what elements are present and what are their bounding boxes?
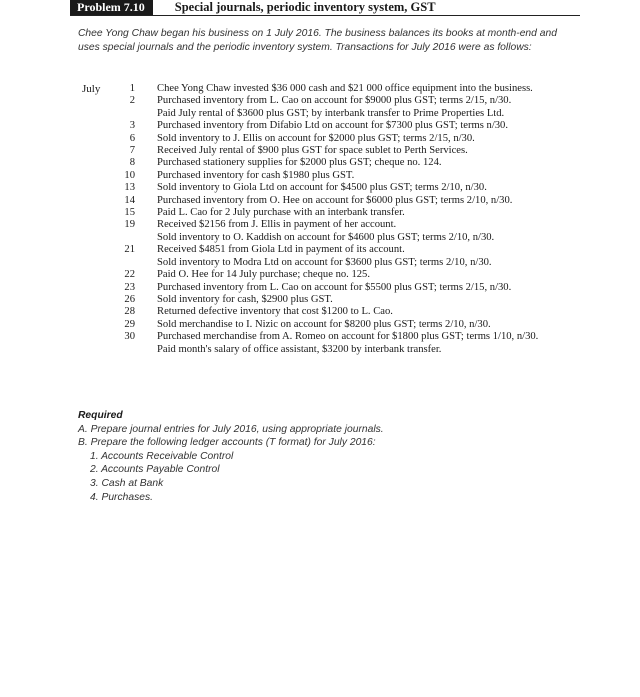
- transaction-day: 10: [124, 169, 135, 181]
- transaction-day: 23: [124, 281, 135, 293]
- transaction-text: Chee Yong Chaw invested $36 000 cash and $21 000 office equipment into the business.: [157, 83, 533, 94]
- transaction-row: [110, 145, 588, 157]
- transaction-list: [110, 83, 588, 356]
- transaction-day: 21: [124, 244, 135, 256]
- transaction-row: [110, 95, 588, 107]
- transaction-day: 1: [129, 83, 135, 94]
- transaction-row: [110, 331, 588, 343]
- transaction-row: [110, 294, 588, 306]
- transaction-text: Sold inventory to J. Ellis on account for $2000 plus GST; terms 2/15, n/30.: [157, 132, 475, 144]
- transaction-row: [110, 170, 588, 182]
- transaction-day: 2: [129, 95, 135, 107]
- transaction-day: 15: [124, 207, 135, 219]
- transaction-text: Sold inventory to O. Kaddish on account for $4600 plus GST; terms 2/10, n/30.: [157, 231, 495, 243]
- required-part-b: B. Prepare the following ledger accounts (T format) for July 2016:: [78, 437, 376, 449]
- ledger-account-item: 2. Accounts Payable Control: [90, 464, 220, 476]
- transaction-text: Sold inventory to Modra Ltd on account for $3600 plus GST; terms 2/10, n/30.: [157, 256, 492, 268]
- transaction-day: 30: [124, 331, 135, 343]
- transaction-row: [110, 244, 588, 256]
- transaction-row: [110, 269, 588, 281]
- transaction-row: [110, 319, 588, 331]
- transaction-row: [110, 182, 588, 194]
- transaction-day: 22: [124, 269, 135, 281]
- transaction-row: [110, 108, 588, 120]
- transaction-text: Paid July rental of $3600 plus GST; by interbank transfer to Prime Properties Ltd.: [157, 107, 505, 119]
- ledger-account-item: 4. Purchases.: [90, 491, 153, 503]
- transaction-day: 19: [124, 219, 135, 231]
- transaction-text: Purchased inventory from L. Cao on account for $9000 plus GST; terms 2/15, n/30.: [157, 95, 512, 107]
- ledger-account-item: 3. Cash at Bank: [90, 477, 164, 489]
- transaction-text: Received $4851 from Giola Ltd in payment of its account.: [157, 244, 405, 256]
- transaction-day: 3: [129, 120, 135, 132]
- transaction-text: Sold merchandise to I. Nizic on account for $8200 plus GST; terms 2/10, n/30.: [157, 318, 491, 330]
- transaction-text: Received July rental of $900 plus GST for space sublet to Perth Services.: [157, 145, 468, 157]
- problem-title: Special journals, periodic inventory system, GST: [174, 0, 436, 14]
- required-heading: Required: [78, 410, 123, 421]
- transaction-text: Paid L. Cao for 2 July purchase with an interbank transfer.: [157, 207, 405, 219]
- required-section: [78, 409, 558, 504]
- transaction-text: Purchased inventory from Difabio Ltd on account for $7300 plus GST; terms n/30.: [157, 120, 509, 132]
- transaction-text: Purchased stationery supplies for $2000 plus GST; cheque no. 124.: [157, 157, 442, 169]
- transaction-text: Returned defective inventory that cost $1200 to L. Cao.: [157, 306, 393, 318]
- transaction-day: 13: [124, 182, 135, 194]
- transaction-text: Sold inventory for cash, $2900 plus GST.: [157, 293, 333, 305]
- transaction-day: 14: [124, 194, 135, 206]
- intro-paragraph: Chee Yong Chaw began his business on 1 July 2016. The business balances its books at month-end and uses special journals and the periodic inventory system. Transactions for July 2016 were as follows:: [78, 28, 557, 53]
- ledger-account-item: 1. Accounts Receivable Control: [90, 450, 234, 462]
- problem-number-badge: Problem 7.10: [70, 0, 153, 15]
- transaction-day: [110, 257, 135, 269]
- transaction-row: [110, 282, 588, 294]
- transaction-day: 28: [124, 306, 135, 318]
- transaction-day: 6: [129, 132, 135, 144]
- transaction-row: [110, 207, 588, 219]
- transaction-row: [110, 257, 588, 269]
- transaction-row: [110, 120, 588, 132]
- transaction-row: [110, 219, 588, 231]
- transaction-day: 26: [124, 293, 135, 305]
- transaction-day: 29: [124, 318, 135, 330]
- transaction-text: Purchased merchandise from A. Romeo on account for $1800 plus GST; terms 1/10, n/30.: [157, 331, 539, 343]
- transaction-text: Purchased inventory from O. Hee on account for $6000 plus GST; terms 2/10, n/30.: [157, 194, 513, 206]
- transaction-row: [110, 195, 588, 207]
- required-part-a: A. Prepare journal entries for July 2016, using appropriate journals.: [78, 423, 384, 435]
- problem-header: [70, 0, 580, 16]
- transaction-day: [110, 232, 135, 244]
- transaction-row: [110, 133, 588, 145]
- transaction-row: [110, 157, 588, 169]
- transaction-text: Sold inventory to Giola Ltd on account for $4500 plus GST; terms 2/10, n/30.: [157, 182, 487, 194]
- month-label: July: [82, 83, 101, 95]
- transaction-text: Paid month's salary of office assistant, $3200 by interbank transfer.: [157, 343, 442, 355]
- transaction-day: 7: [129, 145, 135, 157]
- transaction-row: [110, 306, 588, 318]
- transaction-text: Paid O. Hee for 14 July purchase; cheque no. 125.: [157, 269, 370, 281]
- transaction-day: [110, 108, 135, 120]
- transaction-row: [110, 83, 588, 95]
- transaction-day: [110, 344, 135, 356]
- transaction-text: Purchased inventory for cash $1980 plus GST.: [157, 169, 355, 181]
- transaction-text: Received $2156 from J. Ellis in payment of her account.: [157, 219, 397, 231]
- transaction-row: [110, 344, 588, 356]
- transaction-row: [110, 232, 588, 244]
- transaction-text: Purchased inventory from L. Cao on account for $5500 plus GST; terms 2/15, n/30.: [157, 281, 512, 293]
- transaction-day: 8: [129, 157, 135, 169]
